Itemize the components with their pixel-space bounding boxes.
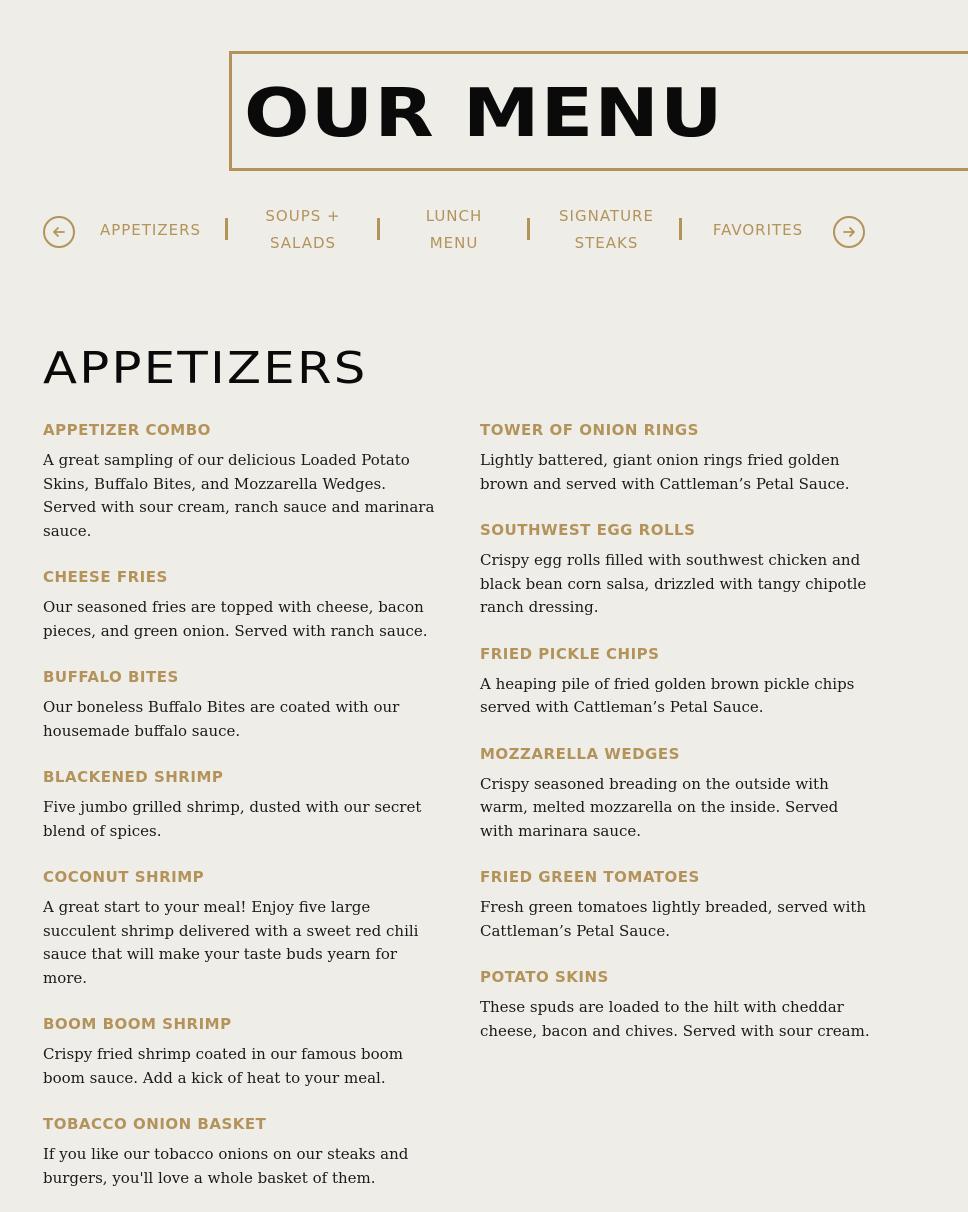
nav-item-signature-steaks[interactable]: SIGNATURE STEAKS (559, 207, 654, 252)
menu-item (480, 418, 872, 496)
menu-item-name: TOWER OF ONION RINGS (480, 421, 699, 439)
menu-item (43, 1112, 435, 1190)
menu-item-name: FRIED GREEN TOMATOES (480, 868, 700, 886)
next-category-button[interactable] (833, 216, 865, 248)
menu-item-name: COCONUT SHRIMP (43, 868, 205, 886)
menu-item-name: BUFFALO BITES (43, 668, 179, 686)
menu-item (480, 742, 872, 844)
menu-item-name: CHEESE FRIES (43, 568, 168, 586)
menu-item-description: Lightly battered, giant onion rings fried golden brown and served with Cattleman’s Petal Sauce. (480, 451, 850, 493)
nav-item-lunch-menu[interactable]: LUNCH MENU (425, 207, 483, 252)
menu-item (480, 518, 872, 620)
menu-item-description: Fresh green tomatoes lightly breaded, served with Cattleman’s Petal Sauce. (480, 898, 867, 940)
menu-item-description: Crispy egg rolls filled with southwest chicken and black bean corn salsa, drizzled with tangy chipotle ranch dressing. (480, 551, 867, 616)
menu-item-description: A great start to your meal! Enjoy five large succulent shrimp delivered with a sweet red chili sauce that will make your taste buds yearn for more. (43, 898, 419, 987)
nav-item-soups-salads[interactable]: SOUPS + SALADS (265, 207, 341, 252)
prev-category-button[interactable] (43, 216, 75, 248)
menu-item-description: These spuds are loaded to the hilt with cheddar cheese, bacon and chives. Served with sour cream. (480, 998, 870, 1040)
nav-separator (377, 218, 380, 240)
page-title: OUR MENU (244, 74, 724, 152)
menu-item-name: BLACKENED SHRIMP (43, 768, 224, 786)
menu-item-description: Our seasoned fries are topped with cheese, bacon pieces, and green onion. Served with ranch sauce. (43, 598, 428, 640)
menu-item-name: TOBACCO ONION BASKET (43, 1115, 267, 1133)
menu-item-description: A heaping pile of fried golden brown pickle chips served with Cattleman’s Petal Sauce. (480, 674, 855, 716)
menu-item (43, 665, 435, 743)
menu-item-name: SOUTHWEST EGG ROLLS (480, 521, 696, 539)
menu-item (43, 1012, 435, 1090)
nav-separator (679, 218, 682, 240)
menu-item (480, 865, 872, 943)
menu-column-left (43, 418, 435, 1212)
menu-item-name: MOZZARELLA WEDGES (480, 744, 680, 763)
section-title: APPETIZERS (43, 343, 368, 394)
nav-item-favorites[interactable]: FAVORITES (712, 220, 804, 239)
menu-item-description: Five jumbo grilled shrimp, dusted with our secret blend of spices. (43, 798, 422, 840)
menu-item-description: Our boneless Buffalo Bites are coated with our housemade buffalo sauce. (43, 698, 400, 740)
menu-item-description: A great sampling of our delicious Loaded Potato Skins, Buffalo Bites, and Mozzarella Wedges. Served with sour cream, ranch sauce and marinara sauce. (43, 451, 435, 540)
category-nav (43, 200, 868, 264)
menu-item-name: APPETIZER COMBO (43, 421, 211, 439)
menu-item (43, 765, 435, 843)
menu-item-description: Crispy fried shrimp coated in our famous boom boom sauce. Add a kick of heat to your meal. (43, 1045, 403, 1087)
menu-item (480, 965, 872, 1043)
menu-item (480, 642, 872, 720)
menu-item-description: If you like our tobacco onions on our steaks and burgers, you'll love a whole basket of them. (43, 1145, 409, 1187)
menu-title-box (229, 51, 968, 171)
arrow-left-icon (51, 224, 67, 240)
menu-item-name: FRIED PICKLE CHIPS (480, 644, 660, 663)
nav-item-appetizers[interactable]: APPETIZERS (99, 220, 202, 239)
menu-column-right (480, 418, 872, 1065)
menu-item (43, 565, 435, 643)
menu-item (43, 865, 435, 990)
menu-item-name: POTATO SKINS (480, 968, 609, 986)
nav-separator (225, 218, 228, 240)
menu-item-description: Crispy seasoned breading on the outside with warm, melted mozzarella on the inside. Served with marinara sauce. (480, 774, 839, 840)
nav-separator (527, 218, 530, 240)
arrow-right-icon (841, 224, 857, 240)
menu-item-name: BOOM BOOM SHRIMP (43, 1015, 232, 1033)
menu-item (43, 418, 435, 543)
